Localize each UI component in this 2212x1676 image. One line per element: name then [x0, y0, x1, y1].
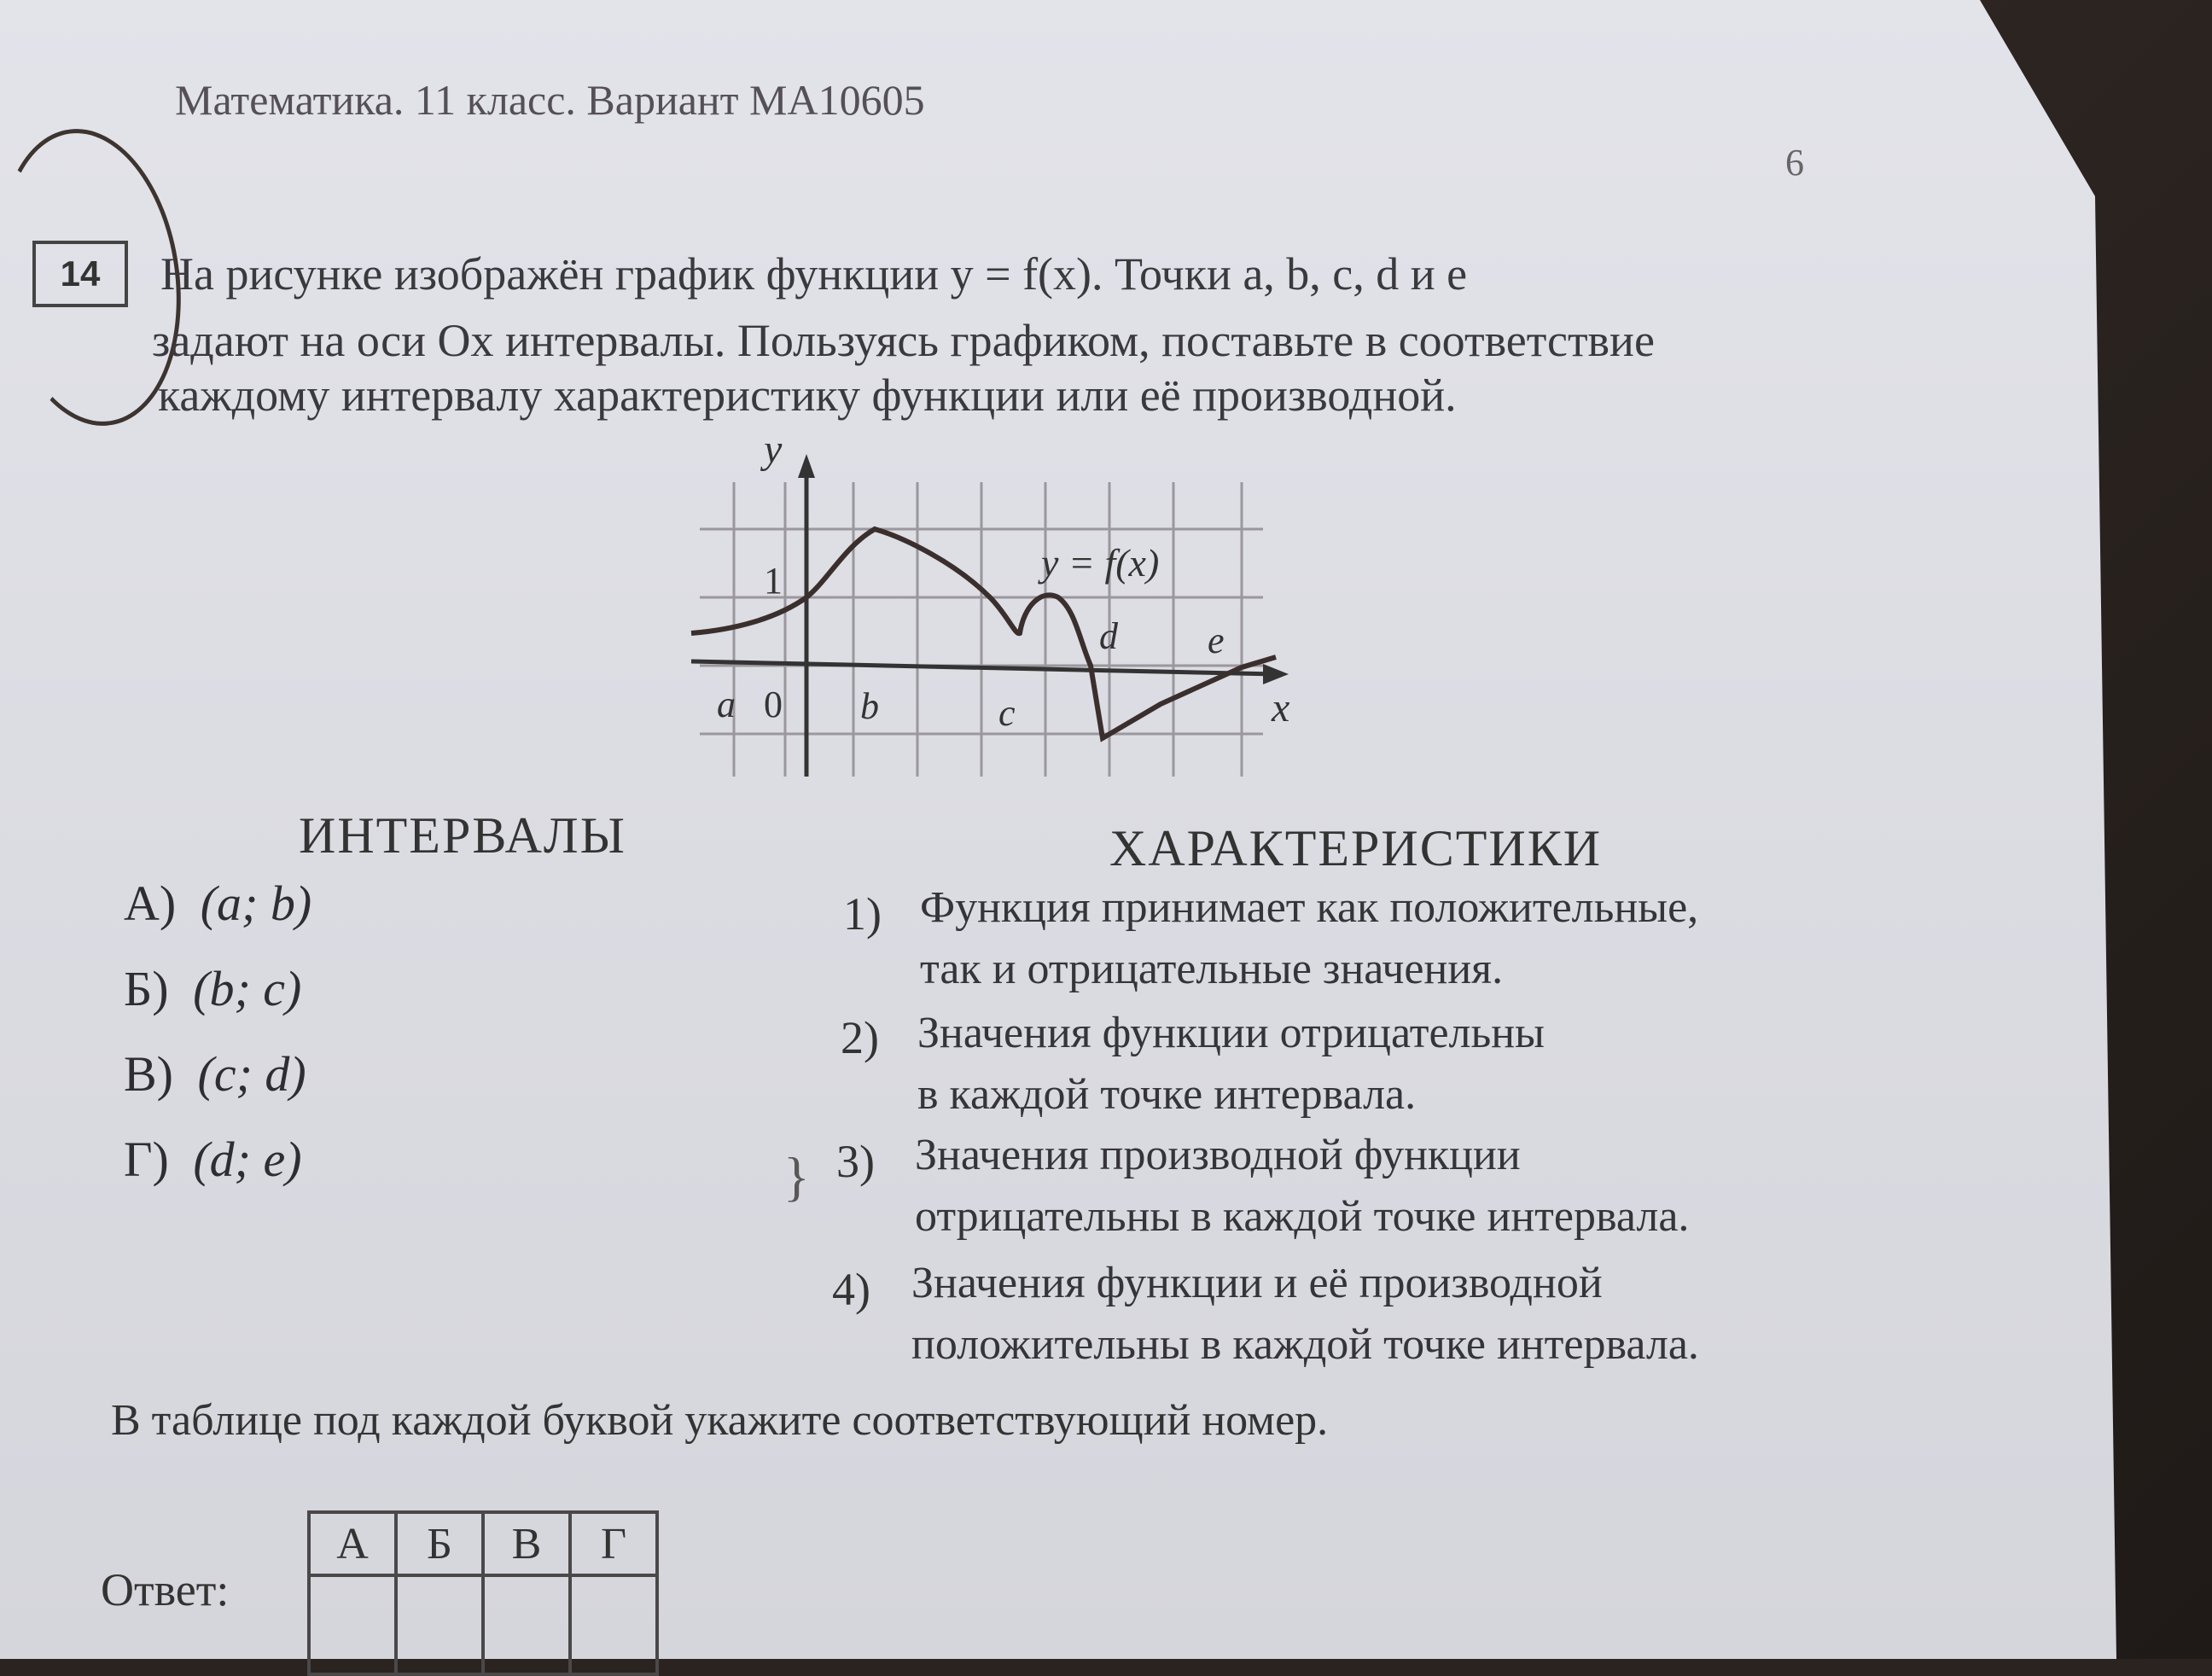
characteristic-line: Значения производной функции	[915, 1131, 1521, 1179]
answer-column-b: Б	[396, 1512, 483, 1575]
task-number-box: 14	[32, 241, 128, 307]
origin-label: 0	[764, 684, 783, 725]
characteristic-line: положительны в каждой точке интервала.	[911, 1320, 1699, 1369]
interval-letter: В)	[124, 1046, 173, 1102]
characteristic-line: так и отрицательные значения.	[920, 945, 1504, 993]
function-label: y = f(x)	[1041, 541, 1160, 585]
characteristic-text-4	[911, 1253, 1699, 1376]
interval-letter: А)	[124, 876, 177, 931]
characteristic-text-3	[915, 1125, 1689, 1248]
x-axis-arrow-icon	[1263, 664, 1289, 684]
pencil-mark: }	[783, 1146, 810, 1207]
answer-cell-b[interactable]	[396, 1575, 483, 1674]
x-axis-label: x	[1272, 685, 1290, 730]
interval-item-d	[124, 1131, 302, 1188]
x-axis	[691, 661, 1276, 674]
point-b-label: b	[860, 685, 879, 727]
answer-column-g: Г	[570, 1512, 657, 1575]
task-text-line-3: каждому интервалу характеристику функции или её производной.	[158, 370, 1457, 421]
page-number: 6	[1785, 142, 1804, 183]
interval-item-a	[124, 875, 311, 932]
point-c-label: c	[998, 692, 1016, 734]
page-header: Математика. 11 класс. Вариант МА10605	[175, 76, 925, 124]
answer-header-row	[309, 1512, 657, 1575]
function-graph	[683, 444, 1297, 785]
characteristic-number-4: 4)	[832, 1264, 870, 1315]
characteristic-text-2	[917, 1003, 1545, 1126]
characteristic-number-2: 2)	[841, 1012, 879, 1063]
interval-value: (d; e)	[193, 1132, 302, 1187]
answer-column-v: В	[483, 1512, 570, 1575]
task-text-line-2: задают на оси Ox интервалы. Пользуясь графиком, поставьте в соответствие	[152, 315, 1655, 366]
characteristics-heading: ХАРАКТЕРИСТИКИ	[1109, 820, 1603, 876]
answer-cell-a[interactable]	[309, 1575, 396, 1674]
point-a-label: a	[717, 684, 736, 725]
task-text-line-1: На рисунке изображён график функции y = f(x). Точки a, b, c, d и e	[160, 248, 1468, 300]
answer-cell-g[interactable]	[570, 1575, 657, 1674]
interval-letter: Б)	[124, 961, 169, 1016]
intervals-heading: ИНТЕРВАЛЫ	[299, 807, 626, 864]
interval-value: (a; b)	[200, 876, 312, 931]
interval-item-b	[124, 960, 301, 1017]
characteristic-line: Функция принимает как положительные,	[920, 883, 1699, 932]
answer-cell-v[interactable]	[483, 1575, 570, 1674]
point-e-label: e	[1208, 620, 1225, 661]
answer-table	[307, 1510, 659, 1676]
y-axis-label: y	[764, 444, 783, 472]
characteristic-line: отрицательны в каждой точке интервала.	[915, 1192, 1690, 1241]
instruction-text: В таблице под каждой буквой укажите соответствующий номер.	[111, 1396, 1329, 1445]
interval-value: (b; c)	[193, 961, 302, 1016]
point-d-label: d	[1099, 615, 1118, 657]
y-axis-arrow-icon	[798, 454, 815, 478]
characteristic-line: Значения функции и её производной	[911, 1259, 1603, 1307]
answer-label: Ответ:	[101, 1564, 230, 1615]
characteristic-line: Значения функции отрицательны	[917, 1009, 1545, 1057]
interval-letter: Г)	[124, 1132, 169, 1187]
tick-label-one: 1	[764, 560, 783, 602]
interval-value: (c; d)	[197, 1046, 306, 1102]
characteristic-number-1: 1)	[843, 888, 882, 940]
characteristic-number-3: 3)	[836, 1136, 875, 1187]
answer-column-a: А	[309, 1512, 396, 1575]
interval-item-c	[124, 1045, 306, 1103]
characteristic-line: в каждой точке интервала.	[917, 1070, 1417, 1119]
characteristic-text-1	[920, 877, 1698, 1000]
answer-input-row	[309, 1575, 657, 1674]
